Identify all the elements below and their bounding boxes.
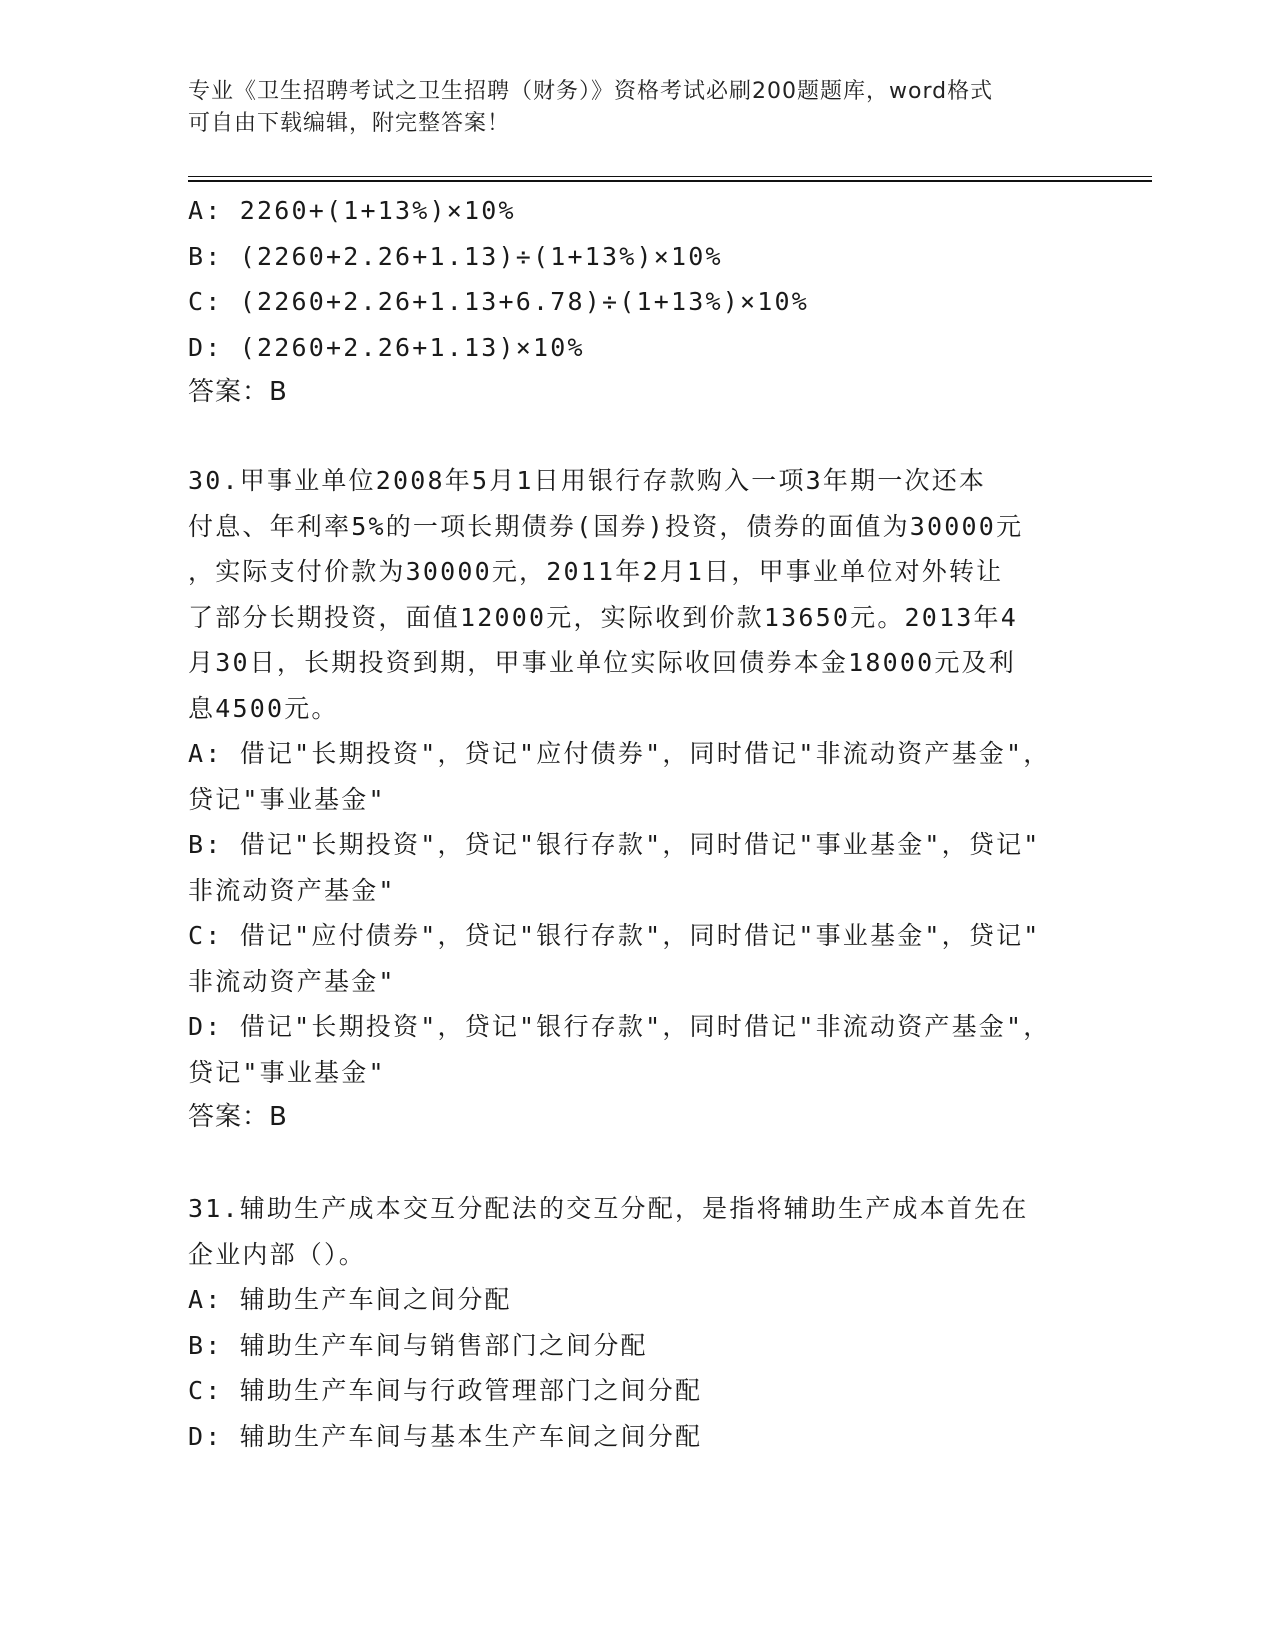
question-stem-line: ，实际支付价款为30000元，2011年2月1日，甲事业单位对外转让	[188, 557, 1004, 586]
option-a: A: 借记"长期投资"，贷记"应付债券"，同时借记"非流动资产基金"，	[188, 739, 1051, 768]
option-d: D: 借记"长期投资"，贷记"银行存款"，同时借记"非流动资产基金"，	[188, 1012, 1051, 1041]
option-b: B: 辅助生产车间与销售部门之间分配	[188, 1330, 648, 1360]
option-d: D: (2260+2.26+1.13)×10%	[188, 332, 585, 362]
option-d: D: 辅助生产车间与基本生产车间之间分配	[188, 1421, 703, 1451]
page-header	[188, 76, 1068, 140]
question-stem-line: 付息、年利率5%的一项长期债券(国券)投资，债券的面值为30000元	[188, 511, 1024, 541]
header-divider-thin	[188, 176, 1152, 177]
header-line-2: 可自由下载编辑，附完整答案！	[188, 111, 511, 136]
option-b-continued: 非流动资产基金"	[188, 875, 396, 905]
answer-label: 答案：B	[188, 1102, 288, 1132]
option-c: C: 辅助生产车间与行政管理部门之间分配	[188, 1376, 703, 1405]
option-a: A: 辅助生产车间之间分配	[188, 1285, 512, 1314]
header-divider-thick	[188, 180, 1152, 182]
question-30-block	[188, 458, 1088, 1141]
option-b: B: 借记"长期投资"，贷记"银行存款"，同时借记"事业基金"，贷记"	[188, 830, 1041, 859]
question-stem-line: 31.辅助生产成本交互分配法的交互分配，是指将辅助生产成本首先在	[188, 1194, 1029, 1223]
option-c-continued: 非流动资产基金"	[188, 966, 396, 996]
option-b: B: (2260+2.26+1.13)÷(1+13%)×10%	[188, 241, 723, 271]
header-line-1: 专业《卫生招聘考试之卫生招聘（财务）》资格考试必刷200题题库，word格式	[188, 79, 994, 104]
question-stem-line: 息4500元。	[188, 693, 339, 723]
question-stem-line: 30.甲事业单位2008年5月1日用银行存款购入一项3年期一次还本	[188, 466, 987, 495]
option-d-continued: 贷记"事业基金"	[188, 1057, 386, 1087]
question-stem-line: 了部分长期投资，面值12000元，实际收到价款13650元。2013年4	[188, 602, 1018, 632]
question-stem-line: 月30日，长期投资到期，甲事业单位实际收回债券本金18000元及利	[188, 648, 1016, 677]
option-a-continued: 贷记"事业基金"	[188, 784, 386, 814]
option-c: C: 借记"应付债券"，贷记"银行存款"，同时借记"事业基金"，贷记"	[188, 921, 1041, 950]
question-stem-line: 企业内部（）。	[188, 1239, 366, 1269]
answer-label: 答案：B	[188, 377, 288, 407]
question-31-block	[188, 1186, 1088, 1459]
option-c: C: (2260+2.26+1.13+6.78)÷(1+13%)×10%	[188, 287, 810, 316]
question-29-block	[188, 188, 1088, 416]
option-a: A: 2260+(1+13%)×10%	[188, 196, 516, 225]
